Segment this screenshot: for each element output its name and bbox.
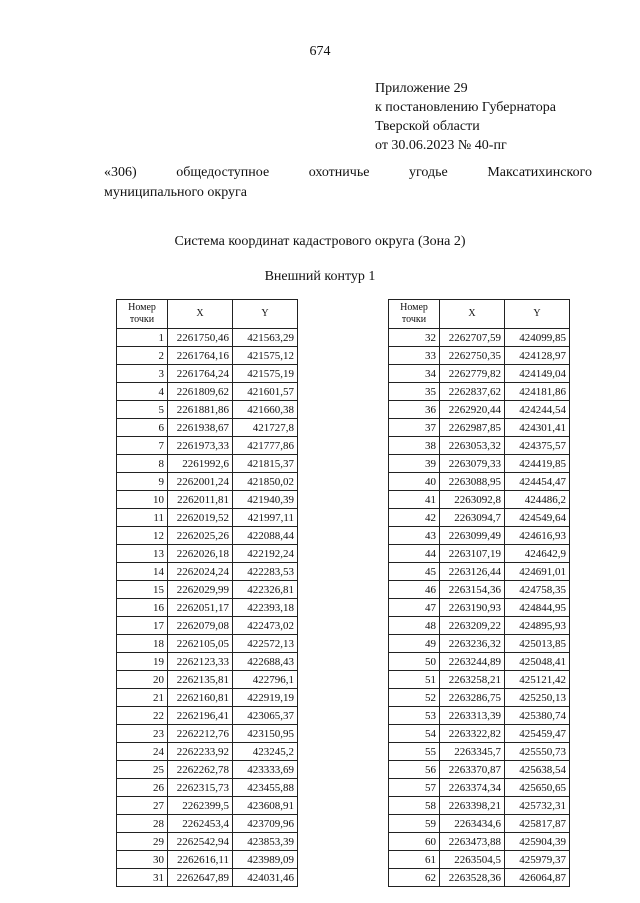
header-y: Y [505,300,570,329]
y-cell: 425817,87 [505,815,570,833]
table-row [389,455,570,473]
table-row [117,707,298,725]
y-cell: 423989,09 [233,851,298,869]
y-cell: 423150,95 [233,725,298,743]
x-cell: 2261938,67 [168,419,233,437]
table-row [117,491,298,509]
x-cell: 2262001,24 [168,473,233,491]
y-cell: 423333,69 [233,761,298,779]
title-word: общедоступное [176,165,270,180]
x-cell: 2262123,33 [168,653,233,671]
point-number-cell: 55 [389,743,440,761]
x-cell: 2263504,5 [440,851,505,869]
x-cell: 2262616,11 [168,851,233,869]
table-row [117,347,298,365]
point-number-cell: 16 [117,599,168,617]
table-row [117,527,298,545]
table-row [389,869,570,887]
table-row [117,635,298,653]
table-row [389,599,570,617]
y-cell: 424099,85 [505,329,570,347]
point-number-cell: 41 [389,491,440,509]
point-number-cell: 26 [117,779,168,797]
x-cell: 2262029,99 [168,581,233,599]
table-row [389,761,570,779]
point-number-cell: 54 [389,725,440,743]
x-cell: 2263398,21 [440,797,505,815]
y-cell: 423455,88 [233,779,298,797]
y-cell: 424895,93 [505,617,570,635]
x-cell: 2262019,52 [168,509,233,527]
table-row [117,419,298,437]
y-cell: 425904,39 [505,833,570,851]
y-cell: 424691,01 [505,563,570,581]
x-cell: 2263434,6 [440,815,505,833]
y-cell: 424642,9 [505,545,570,563]
page-number: 674 [309,44,331,59]
table-row [117,671,298,689]
point-number-cell: 3 [117,365,168,383]
header-x: X [440,300,505,329]
table-row [389,563,570,581]
header-num-line2: точки [401,314,427,325]
title-word: «306) [104,165,137,180]
point-number-cell: 15 [117,581,168,599]
point-number-cell: 8 [117,455,168,473]
y-cell: 421601,57 [233,383,298,401]
y-cell: 421727,8 [233,419,298,437]
x-cell: 2263092,8 [440,491,505,509]
header-x: X [168,300,233,329]
point-number-cell: 37 [389,419,440,437]
table-row [117,473,298,491]
x-cell: 2263088,95 [440,473,505,491]
table-row [389,581,570,599]
table-row [389,491,570,509]
point-number-cell: 11 [117,509,168,527]
x-cell: 2261881,86 [168,401,233,419]
point-number-cell: 56 [389,761,440,779]
appendix-line: к постановлению Губернатора [375,100,556,115]
y-cell: 425650,65 [505,779,570,797]
point-number-cell: 23 [117,725,168,743]
table-row [117,563,298,581]
table-row [389,365,570,383]
y-cell: 421575,12 [233,347,298,365]
point-number-cell: 4 [117,383,168,401]
table-row [389,617,570,635]
point-number-cell: 28 [117,815,168,833]
point-number-cell: 30 [117,851,168,869]
x-cell: 2263236,32 [440,635,505,653]
table-row [389,833,570,851]
table-row [117,653,298,671]
table-row [389,437,570,455]
table-row [117,599,298,617]
y-cell: 421563,29 [233,329,298,347]
table-row [389,545,570,563]
x-cell: 2263126,44 [440,563,505,581]
x-cell: 2262026,18 [168,545,233,563]
x-cell: 2262542,94 [168,833,233,851]
y-cell: 422688,43 [233,653,298,671]
table-row [389,743,570,761]
y-cell: 424031,46 [233,869,298,887]
x-cell: 2263209,22 [440,617,505,635]
header-y: Y [233,300,298,329]
table-row [389,797,570,815]
table-row [117,545,298,563]
appendix-line: Тверской области [375,119,480,134]
x-cell: 2262399,5 [168,797,233,815]
point-number-cell: 40 [389,473,440,491]
x-cell: 2262987,85 [440,419,505,437]
y-cell: 421850,02 [233,473,298,491]
y-cell: 425380,74 [505,707,570,725]
x-cell: 2261809,62 [168,383,233,401]
header-num-line2: точки [129,314,155,325]
x-cell: 2263370,87 [440,761,505,779]
table-body-right [389,329,570,887]
y-cell: 424244,54 [505,401,570,419]
x-cell: 2262779,82 [440,365,505,383]
y-cell: 424616,93 [505,527,570,545]
contour-heading: Внешний контур 1 [264,269,376,284]
table-row [117,509,298,527]
point-number-cell: 45 [389,563,440,581]
x-cell: 2263313,39 [440,707,505,725]
x-cell: 2263286,75 [440,689,505,707]
x-cell: 2263079,33 [440,455,505,473]
x-cell: 2263322,82 [440,725,505,743]
y-cell: 426064,87 [505,869,570,887]
table-row [117,455,298,473]
y-cell: 425121,42 [505,671,570,689]
point-number-cell: 25 [117,761,168,779]
table-row [389,815,570,833]
table-row [389,329,570,347]
y-cell: 424301,41 [505,419,570,437]
point-number-cell: 44 [389,545,440,563]
point-number-cell: 50 [389,653,440,671]
title-word: Максатихинского [487,165,592,180]
point-number-cell: 21 [117,689,168,707]
table-row [117,725,298,743]
table-row [389,473,570,491]
y-cell: 422192,24 [233,545,298,563]
x-cell: 2263154,36 [440,581,505,599]
y-cell: 425459,47 [505,725,570,743]
table-row [117,815,298,833]
point-number-cell: 46 [389,581,440,599]
coordinates-table-right [388,299,570,887]
header-point-number [117,300,168,329]
document-title [104,163,592,203]
y-cell: 421997,11 [233,509,298,527]
table-body-left [117,329,298,887]
point-number-cell: 33 [389,347,440,365]
table-row [117,851,298,869]
point-number-cell: 35 [389,383,440,401]
point-number-cell: 20 [117,671,168,689]
point-number-cell: 58 [389,797,440,815]
point-number-cell: 31 [117,869,168,887]
table-row [389,383,570,401]
table-row [389,707,570,725]
x-cell: 2262079,08 [168,617,233,635]
table-row [117,329,298,347]
x-cell: 2262750,35 [440,347,505,365]
title-word: угодье [409,165,448,180]
point-number-cell: 38 [389,437,440,455]
x-cell: 2263528,36 [440,869,505,887]
table-row [389,401,570,419]
x-cell: 2263374,34 [440,779,505,797]
y-cell: 424844,95 [505,599,570,617]
x-cell: 2263473,88 [440,833,505,851]
x-cell: 2262051,17 [168,599,233,617]
x-cell: 2262707,59 [440,329,505,347]
y-cell: 424128,97 [505,347,570,365]
x-cell: 2262233,92 [168,743,233,761]
x-cell: 2263099,49 [440,527,505,545]
table-row [389,509,570,527]
point-number-cell: 17 [117,617,168,635]
y-cell: 422088,44 [233,527,298,545]
point-number-cell: 42 [389,509,440,527]
point-number-cell: 57 [389,779,440,797]
point-number-cell: 48 [389,617,440,635]
y-cell: 425638,54 [505,761,570,779]
point-number-cell: 51 [389,671,440,689]
x-cell: 2262920,44 [440,401,505,419]
point-number-cell: 62 [389,869,440,887]
x-cell: 2261764,16 [168,347,233,365]
table-row [117,581,298,599]
y-cell: 422572,13 [233,635,298,653]
y-cell: 421940,39 [233,491,298,509]
point-number-cell: 27 [117,797,168,815]
point-number-cell: 1 [117,329,168,347]
table-row [389,347,570,365]
point-number-cell: 14 [117,563,168,581]
table-row [117,689,298,707]
point-number-cell: 34 [389,365,440,383]
point-number-cell: 39 [389,455,440,473]
y-cell: 422283,53 [233,563,298,581]
y-cell: 421815,37 [233,455,298,473]
appendix-block [375,79,556,155]
x-cell: 2263190,93 [440,599,505,617]
y-cell: 425048,41 [505,653,570,671]
table-row [117,779,298,797]
title-word: охотничье [308,165,370,180]
y-cell: 422473,02 [233,617,298,635]
y-cell: 422393,18 [233,599,298,617]
y-cell: 422326,81 [233,581,298,599]
x-cell: 2261992,6 [168,455,233,473]
x-cell: 2262212,76 [168,725,233,743]
x-cell: 2262262,78 [168,761,233,779]
table-row [117,365,298,383]
y-cell: 423709,96 [233,815,298,833]
y-cell: 423245,2 [233,743,298,761]
point-number-cell: 13 [117,545,168,563]
x-cell: 2262647,89 [168,869,233,887]
x-cell: 2262025,26 [168,527,233,545]
point-number-cell: 5 [117,401,168,419]
table-row [117,833,298,851]
x-cell: 2262024,24 [168,563,233,581]
x-cell: 2262837,62 [440,383,505,401]
appendix-line: от 30.06.2023 № 40-пг [375,138,507,153]
point-number-cell: 12 [117,527,168,545]
point-number-cell: 60 [389,833,440,851]
y-cell: 425013,85 [505,635,570,653]
point-number-cell: 49 [389,635,440,653]
table-row [389,527,570,545]
y-cell: 422796,1 [233,671,298,689]
y-cell: 421660,38 [233,401,298,419]
table-row [117,437,298,455]
table-row [389,725,570,743]
table-row [117,797,298,815]
x-cell: 2263244,89 [440,653,505,671]
table-row [389,419,570,437]
point-number-cell: 9 [117,473,168,491]
point-number-cell: 53 [389,707,440,725]
table-row [389,779,570,797]
point-number-cell: 43 [389,527,440,545]
table-row [117,401,298,419]
x-cell: 2263094,7 [440,509,505,527]
title-line-2: муниципального округа [104,185,247,200]
point-number-cell: 29 [117,833,168,851]
header-num-line1: Номер [400,302,428,313]
x-cell: 2262011,81 [168,491,233,509]
x-cell: 2261764,24 [168,365,233,383]
point-number-cell: 6 [117,419,168,437]
appendix-line: Приложение 29 [375,81,468,96]
x-cell: 2262105,05 [168,635,233,653]
point-number-cell: 7 [117,437,168,455]
y-cell: 424758,35 [505,581,570,599]
point-number-cell: 19 [117,653,168,671]
table-row [389,653,570,671]
header-num-line1: Номер [128,302,156,313]
point-number-cell: 18 [117,635,168,653]
y-cell: 423065,37 [233,707,298,725]
y-cell: 424486,2 [505,491,570,509]
y-cell: 424419,85 [505,455,570,473]
point-number-cell: 2 [117,347,168,365]
x-cell: 2261750,46 [168,329,233,347]
table-row [389,689,570,707]
x-cell: 2263053,32 [440,437,505,455]
x-cell: 2261973,33 [168,437,233,455]
coordinates-table-left [116,299,298,887]
x-cell: 2263345,7 [440,743,505,761]
point-number-cell: 61 [389,851,440,869]
x-cell: 2263107,19 [440,545,505,563]
y-cell: 424549,64 [505,509,570,527]
y-cell: 425250,13 [505,689,570,707]
point-number-cell: 32 [389,329,440,347]
table-row [117,743,298,761]
point-number-cell: 24 [117,743,168,761]
point-number-cell: 52 [389,689,440,707]
point-number-cell: 47 [389,599,440,617]
table-row [389,851,570,869]
table-row [389,635,570,653]
x-cell: 2262453,4 [168,815,233,833]
point-number-cell: 36 [389,401,440,419]
y-cell: 425550,73 [505,743,570,761]
y-cell: 424454,47 [505,473,570,491]
header-point-number [389,300,440,329]
y-cell: 423853,39 [233,833,298,851]
y-cell: 425979,37 [505,851,570,869]
y-cell: 424149,04 [505,365,570,383]
y-cell: 423608,91 [233,797,298,815]
coordinate-system-heading: Система координат кадастрового округа (Зона 2) [174,234,466,249]
y-cell: 424375,57 [505,437,570,455]
y-cell: 421575,19 [233,365,298,383]
table-row [117,869,298,887]
y-cell: 425732,31 [505,797,570,815]
table-row [117,383,298,401]
table-row [117,761,298,779]
y-cell: 421777,86 [233,437,298,455]
y-cell: 424181,86 [505,383,570,401]
x-cell: 2262160,81 [168,689,233,707]
table-row [117,617,298,635]
x-cell: 2262196,41 [168,707,233,725]
x-cell: 2262135,81 [168,671,233,689]
y-cell: 422919,19 [233,689,298,707]
x-cell: 2262315,73 [168,779,233,797]
point-number-cell: 22 [117,707,168,725]
table-row [389,671,570,689]
x-cell: 2263258,21 [440,671,505,689]
point-number-cell: 10 [117,491,168,509]
point-number-cell: 59 [389,815,440,833]
